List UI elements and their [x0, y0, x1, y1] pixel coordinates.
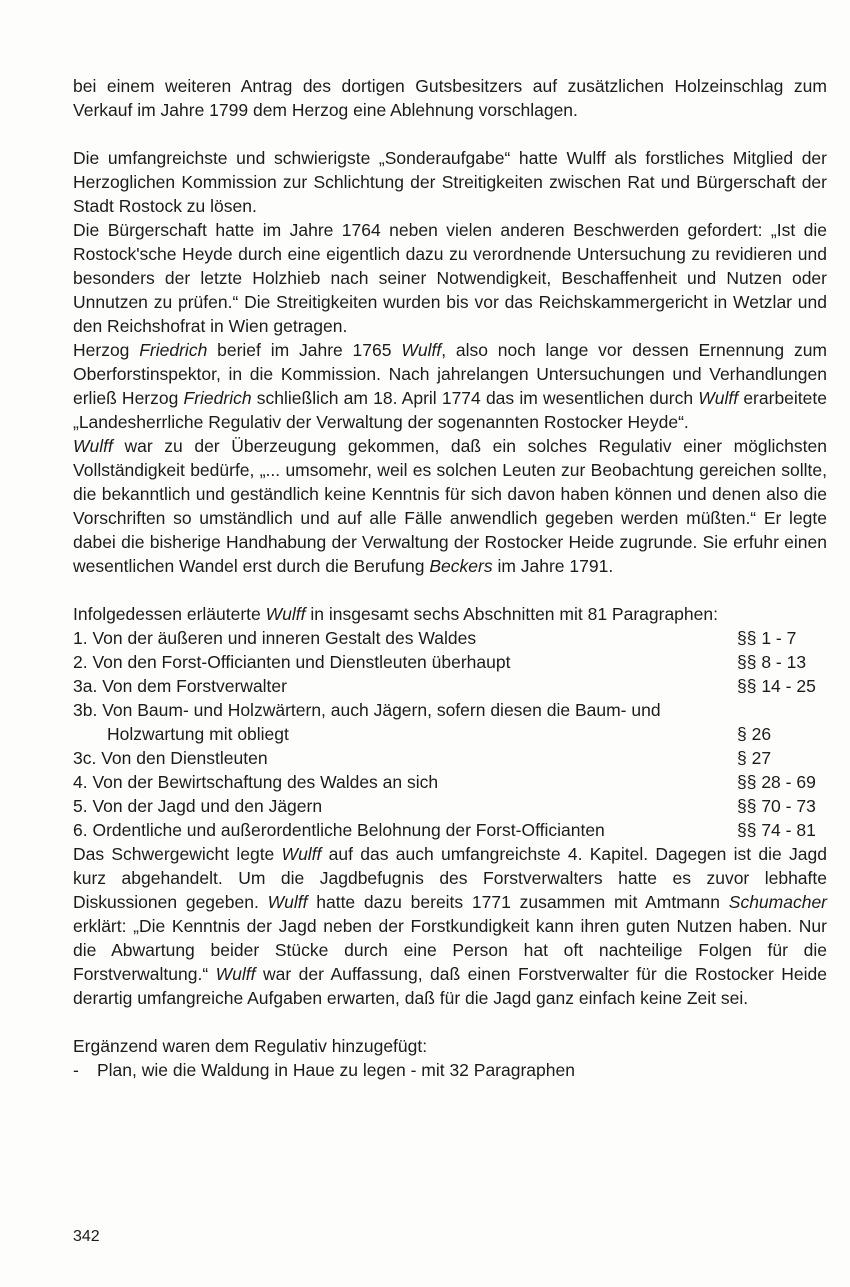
paragraph-ref: §§ 1 - 7 — [737, 628, 797, 648]
list-item: 6. Ordentliche und außerordentliche Belohnung der Forst-Officianten §§ 74 - 81 — [73, 820, 816, 840]
paragraph-sections-intro: Infolgedessen erläuterte Wulff in insgesamt sechs Abschnitten mit 81 Paragraphen: — [73, 604, 718, 624]
paragraph-ergaenzend: Ergänzend waren dem Regulativ hinzugefügt: — [73, 1036, 428, 1056]
paragraph-ref: §§ 8 - 13 — [737, 652, 807, 672]
list-item: 3a. Von dem Forstverwalter §§ 14 - 25 — [73, 676, 816, 696]
page-body — [73, 74, 827, 1082]
paragraph-regulativ: Wulff war zu der Überzeugung gekommen, daß ein solches Regulativ einer möglichsten Vollständigkeit bedürfe, „... umsomehr, weil es solchen Leuten zur Beobachtung gereichen sollte, die bekanntlich und geständlich keine Kenntnis für sich davon haben können und denen also die Vorschriften so umständlich und auf alle Fälle anwendlich gegeben werden müßten.“ Er legte dabei die bisherige Handhabung der Verwaltung der Rostocker Heide zugrunde. Sie erfuhr einen wesentlichen Wandel erst durch die Berufung Beckers im Jahre 1791. — [73, 436, 827, 576]
page-number: 342 — [73, 1228, 100, 1245]
paragraph-ref: § 26 — [737, 724, 772, 744]
paragraph-ref: § 27 — [737, 748, 772, 768]
paragraph-ref: §§ 74 - 81 — [737, 820, 816, 840]
list-item: 3b. Von Baum- und Holzwärtern, auch Jägern, sofern diesen die Baum- und — [73, 700, 661, 720]
appendix-item: - Plan, wie die Waldung in Haue zu legen - mit 32 Paragraphen — [73, 1060, 575, 1080]
paragraph-intro: bei einem weiteren Antrag des dortigen Gutsbesitzers auf zusätzlichen Holzeinschlag zum Verkauf im Jahre 1799 dem Herzog eine Ablehnung vorschlagen. — [73, 76, 827, 120]
list-item: 3c. Von den Dienstleuten § 27 — [73, 748, 772, 768]
paragraph-schwergewicht: Das Schwergewicht legte Wulff auf das auch umfangreichste 4. Kapitel. Dagegen ist die Jagd kurz abgehandelt. Um die Jagdbefugnis des Forstverwalters hatte es zuvor lebhafte Diskussionen gegeben. Wulff hatte dazu bereits 1771 zusammen mit Amtmann Schumacher erklärt: „Die Kenntnis der Jagd neben der Forstkundigkeit kann ihren guten Nutzen haben. Nur die Abwartung beider Stücke durch eine Person hat oft nachteilige Folgen für die Forstverwaltung.“ Wulff war der Auffassung, daß einen Forstverwalter für die Rostocker Heide derartig umfangreiche Aufgaben erwarten, daß für die Jagd ganz einfach keine Zeit sei. — [73, 844, 828, 1008]
paragraph-sonderaufgabe: Die umfangreichste und schwierigste „Sonderaufgabe“ hatte Wulff als forstliches Mitglied der Herzoglichen Kommission zur Schlichtung der Streitigkeiten zwischen Rat und Bürgerschaft der Stadt Rostock zu lösen. — [73, 148, 827, 216]
paragraph-kommission: Herzog Friedrich berief im Jahre 1765 Wulff, also noch lange vor dessen Ernennung zum Oberforstinspektor, in die Kommission. Nach jahrelangen Untersuchungen und Verhandlungen erließ Herzog Friedrich schließlich am 18. April 1774 das im wesentlichen durch Wulff erarbeitete „Landesherrliche Regulativ der Verwaltung der sogenannten Rostocker Heyde“. — [73, 340, 828, 432]
paragraph-ref: §§ 14 - 25 — [737, 676, 816, 696]
paragraph-ref: §§ 70 - 73 — [737, 796, 816, 816]
list-item: Holzwartung mit obliegt § 26 — [107, 724, 772, 744]
list-item: 5. Von der Jagd und den Jägern §§ 70 - 73 — [73, 796, 816, 816]
list-item: 4. Von der Bewirtschaftung des Waldes an sich §§ 28 - 69 — [73, 772, 816, 792]
list-item: 1. Von der äußeren und inneren Gestalt des Waldes §§ 1 - 7 — [73, 628, 797, 648]
paragraph-buergerschaft: Die Bürgerschaft hatte im Jahre 1764 neben vielen anderen Beschwerden gefordert: „Ist die Rostock'sche Heyde durch eine eigentlich dazu zu verordnende Untersuchung zu revidieren und besonders der letzte Holzhieb nach seiner Notwendigkeit, Beschaffenheit und Nutzen oder Unnutzen zu prüfen.“ Die Streitigkeiten wurden bis vor das Reichskammergericht in Wetzlar und den Reichshofrat in Wien getragen. — [73, 220, 827, 336]
paragraph-ref: §§ 28 - 69 — [737, 772, 816, 792]
list-item: 2. Von den Forst-Officianten und Dienstleuten überhaupt §§ 8 - 13 — [73, 652, 807, 672]
sections-list — [73, 626, 827, 842]
